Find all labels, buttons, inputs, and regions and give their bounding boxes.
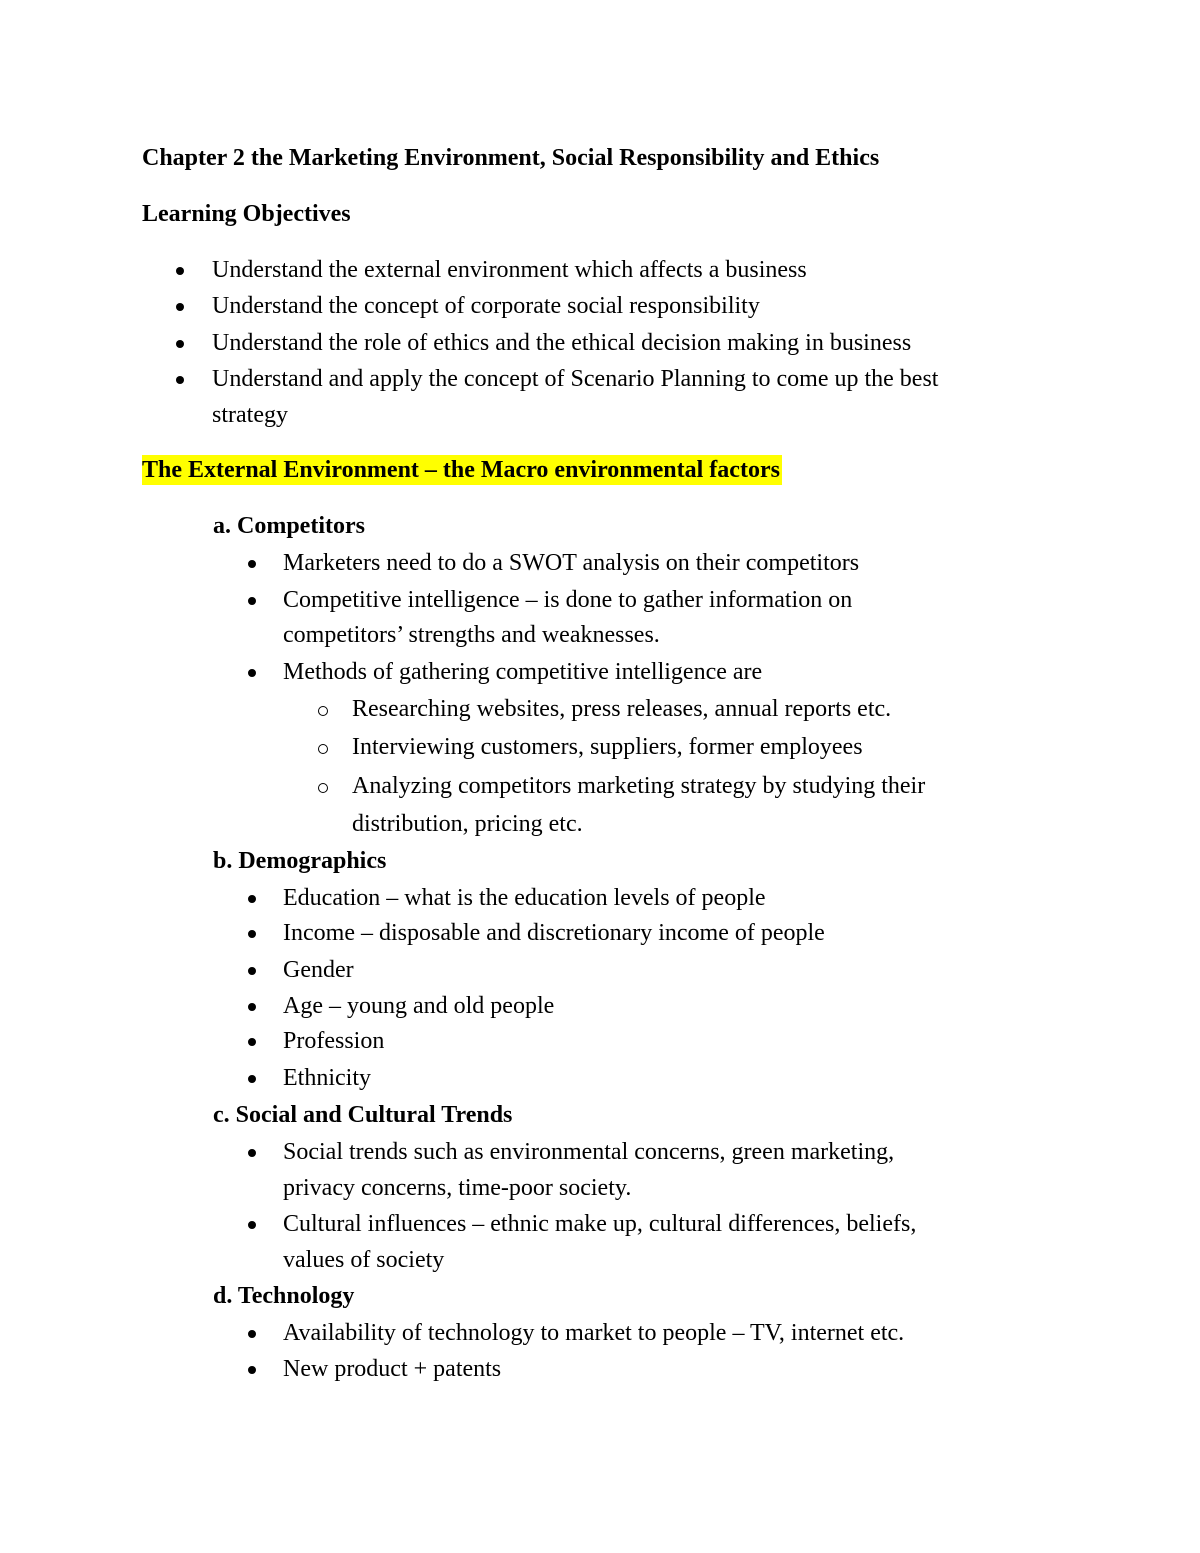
list-item: Researching websites, press releases, annual reports etc. (352, 696, 892, 722)
list-item: Gender (283, 957, 354, 983)
section-heading-highlighted: The External Environment – the Macro environmental factors (142, 457, 780, 483)
list-item: Understand the external environment which affects a business (212, 257, 807, 283)
list-item: Profession (283, 1028, 385, 1054)
bullet-icon (248, 1330, 256, 1338)
list-item: Competitive intelligence – is done to gather information on (283, 587, 853, 613)
list-item: Cultural influences – ethnic make up, cultural differences, beliefs, (283, 1211, 917, 1237)
demographics-heading: b. Demographics (213, 848, 387, 874)
circle-bullet-icon (318, 744, 328, 754)
list-item: New product + patents (283, 1356, 502, 1382)
list-item-continuation: strategy (212, 402, 288, 428)
list-item: Understand the concept of corporate social responsibility (212, 293, 760, 319)
list-item: Ethnicity (283, 1065, 371, 1091)
list-item-continuation: values of society (283, 1247, 445, 1273)
bullet-icon (248, 1221, 256, 1229)
page-title: Chapter 2 the Marketing Environment, Social Responsibility and Ethics (142, 145, 880, 171)
list-item: Education – what is the education levels of people (283, 885, 766, 911)
bullet-icon (248, 669, 256, 677)
bullet-icon (248, 1075, 256, 1083)
bullet-icon (176, 303, 184, 311)
list-item: Methods of gathering competitive intelligence are (283, 659, 763, 685)
bullet-icon (248, 1003, 256, 1011)
list-item: Income – disposable and discretionary income of people (283, 920, 825, 946)
circle-bullet-icon (318, 783, 328, 793)
list-item: Availability of technology to market to people – TV, internet etc. (283, 1320, 905, 1346)
list-item: Understand and apply the concept of Scenario Planning to come up the best (212, 366, 939, 392)
bullet-icon (248, 895, 256, 903)
list-item: Marketers need to do a SWOT analysis on their competitors (283, 550, 860, 576)
bullet-icon (176, 376, 184, 384)
list-item: Understand the role of ethics and the ethical decision making in business (212, 330, 912, 356)
list-item-continuation: privacy concerns, time-poor society. (283, 1175, 632, 1201)
bullet-icon (176, 340, 184, 348)
bullet-icon (176, 267, 184, 275)
bullet-icon (248, 1038, 256, 1046)
bullet-icon (248, 560, 256, 568)
list-item: Age – young and old people (283, 993, 555, 1019)
bullet-icon (248, 1149, 256, 1157)
social-cultural-heading: c. Social and Cultural Trends (213, 1102, 513, 1128)
bullet-icon (248, 967, 256, 975)
learning-objectives-heading: Learning Objectives (142, 201, 351, 227)
circle-bullet-icon (318, 706, 328, 716)
list-item: Social trends such as environmental concerns, green marketing, (283, 1139, 895, 1165)
competitors-heading: a. Competitors (213, 513, 365, 539)
list-item: Interviewing customers, suppliers, former employees (352, 734, 863, 760)
list-item: Analyzing competitors marketing strategy by studying their (352, 773, 926, 799)
bullet-icon (248, 930, 256, 938)
technology-heading: d. Technology (213, 1283, 355, 1309)
list-item-continuation: distribution, pricing etc. (352, 811, 583, 837)
bullet-icon (248, 1366, 256, 1374)
list-item-continuation: competitors’ strengths and weaknesses. (283, 622, 660, 648)
bullet-icon (248, 597, 256, 605)
